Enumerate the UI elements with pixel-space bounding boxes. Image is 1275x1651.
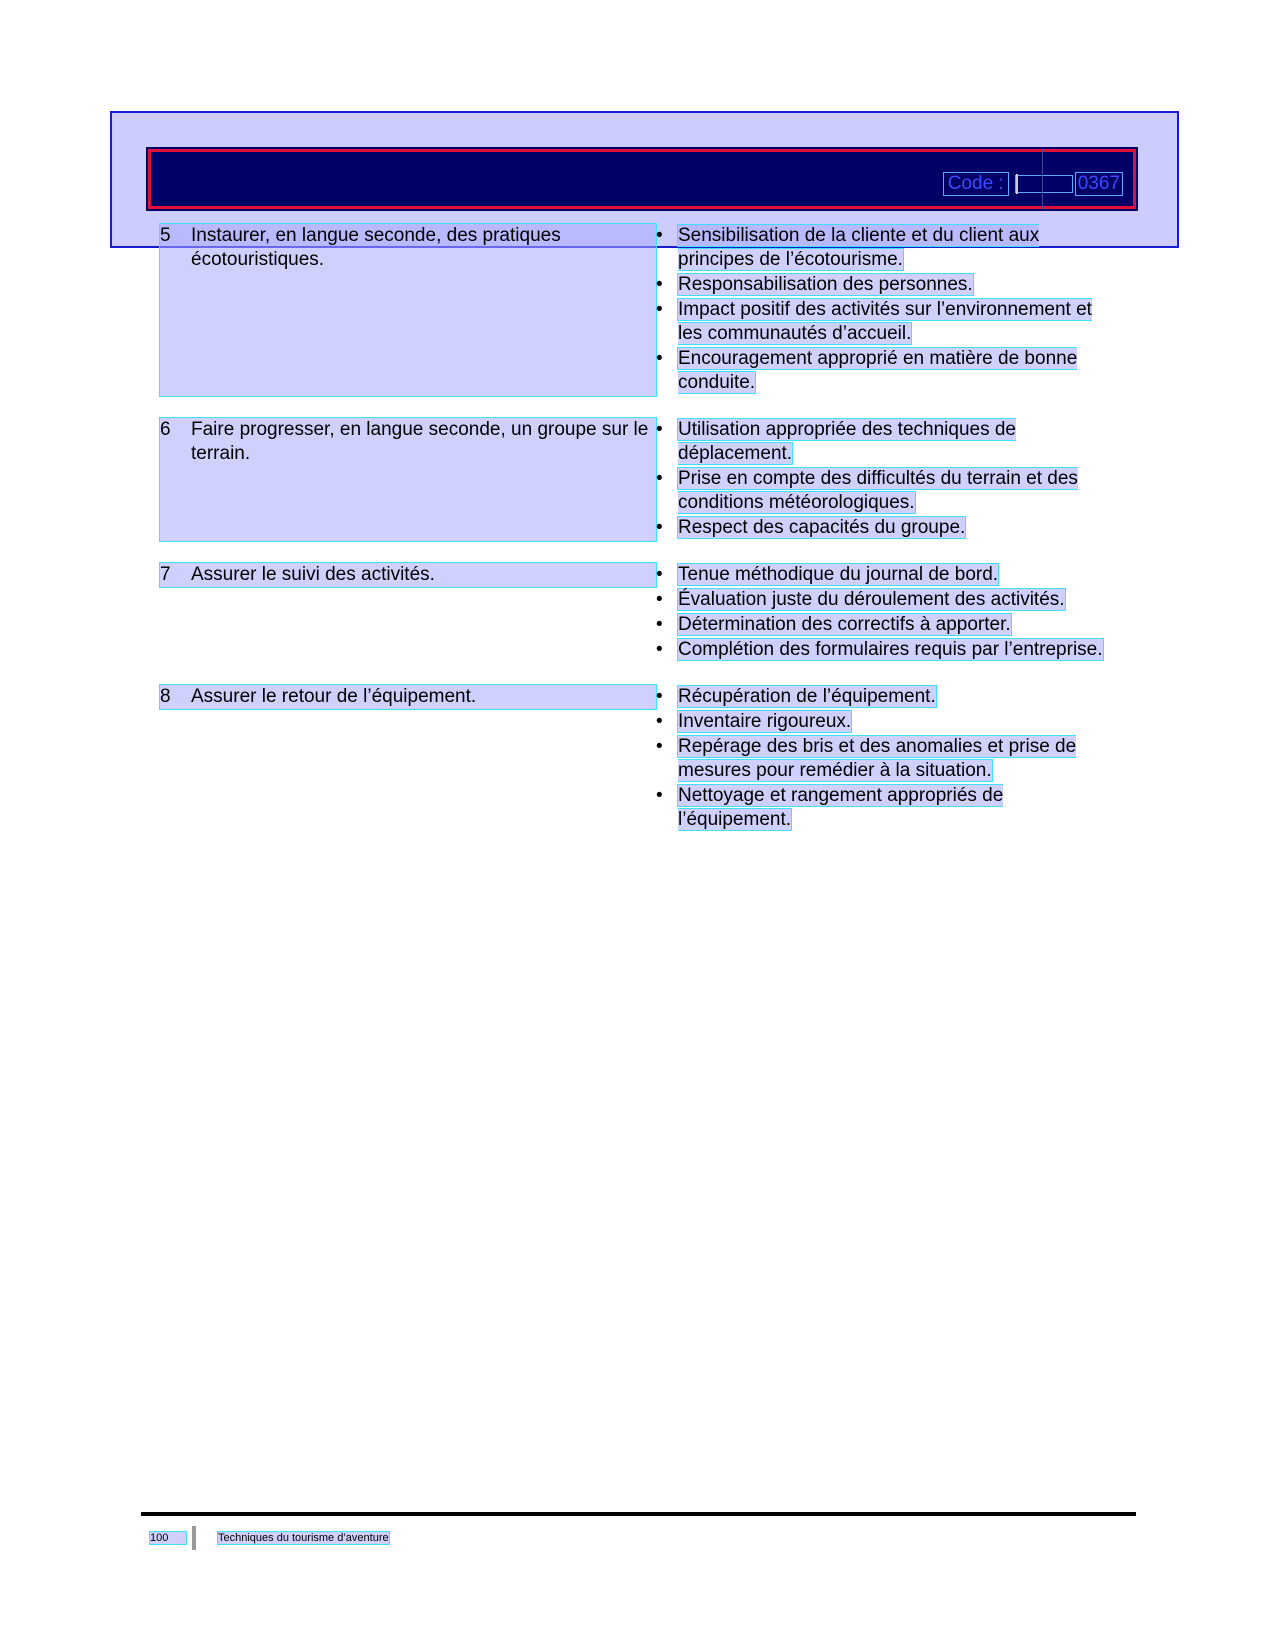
list-item xyxy=(656,613,1120,637)
criterion-text: Prise en compte des difficultés du terrain et des conditions météorologiques. xyxy=(678,468,1078,513)
table-row xyxy=(160,224,1120,396)
criterion-text: Impact positif des activités sur l’environnement et les communautés d’accueil. xyxy=(678,299,1092,344)
criterion-text: Complétion des formulaires requis par l’entreprise. xyxy=(678,639,1103,660)
criterion-text: Détermination des correctifs à apporter. xyxy=(678,614,1011,635)
footer-title: Techniques du tourisme d’aventure xyxy=(218,1532,389,1544)
code-value: 0367 xyxy=(1075,172,1123,196)
criterion-text: Tenue méthodique du journal de bord. xyxy=(678,564,999,585)
criteria-cell xyxy=(656,563,1120,663)
element-number: 5 xyxy=(160,225,171,246)
code-label: Code : xyxy=(943,172,1009,196)
table-row xyxy=(160,563,1120,663)
table-row xyxy=(160,685,1120,833)
list-item xyxy=(656,588,1120,612)
list-item xyxy=(656,516,1120,540)
list-item xyxy=(656,467,1120,515)
criteria-list xyxy=(656,418,1120,540)
element-text: Assurer le suivi des activités. xyxy=(191,564,435,585)
list-item xyxy=(656,685,1120,709)
element-cell xyxy=(160,563,656,587)
table-row xyxy=(160,418,1120,541)
criteria-list xyxy=(656,563,1120,662)
footer-rule xyxy=(141,1512,1136,1516)
list-item xyxy=(656,638,1120,662)
element-number: 8 xyxy=(160,686,171,707)
criterion-text: Utilisation appropriée des techniques de déplacement. xyxy=(678,419,1016,464)
element-text: Assurer le retour de l’équipement. xyxy=(191,686,477,707)
criteria-cell xyxy=(656,685,1120,833)
list-item xyxy=(656,298,1120,346)
list-item xyxy=(656,273,1120,297)
criterion-text: Repérage des bris et des anomalies et prise de mesures pour remédier à la situation. xyxy=(678,736,1077,781)
element-text: Instaurer, en langue seconde, des pratiques écotouristiques. xyxy=(191,225,561,270)
list-item xyxy=(656,418,1120,466)
criterion-text: Inventaire rigoureux. xyxy=(678,711,852,732)
criterion-text: Sensibilisation de la cliente et du client aux principes de l’écotourisme. xyxy=(678,225,1040,270)
element-number: 6 xyxy=(160,419,171,440)
criterion-text: Respect des capacités du groupe. xyxy=(678,517,966,538)
list-item xyxy=(656,563,1120,587)
criteria-list xyxy=(656,685,1120,832)
criterion-text: Responsabilisation des personnes. xyxy=(678,274,973,295)
element-text: Faire progresser, en langue seconde, un groupe sur le terrain. xyxy=(191,419,649,464)
criterion-text: Nettoyage et rangement appropriés de l’équipement. xyxy=(678,785,1004,830)
list-item xyxy=(656,224,1120,272)
code-separator xyxy=(1015,175,1073,193)
criterion-text: Évaluation juste du déroulement des activités. xyxy=(678,589,1065,610)
list-item xyxy=(656,735,1120,783)
criterion-text: Récupération de l’équipement. xyxy=(678,686,936,707)
criteria-cell xyxy=(656,418,1120,541)
competency-table xyxy=(160,224,1120,855)
element-cell xyxy=(160,685,656,709)
criterion-text: Encouragement approprié en matière de bonne conduite. xyxy=(678,348,1078,393)
element-number: 7 xyxy=(160,564,171,585)
header-bar xyxy=(148,149,1136,209)
list-item xyxy=(656,347,1120,395)
header-divider xyxy=(1042,149,1043,209)
page-footer xyxy=(150,1526,389,1550)
code-area xyxy=(943,172,1123,196)
element-cell xyxy=(160,418,656,541)
element-cell xyxy=(160,224,656,396)
criteria-list xyxy=(656,224,1120,395)
list-item xyxy=(656,710,1120,734)
page-number: 100 xyxy=(150,1532,186,1544)
footer-separator xyxy=(192,1526,196,1550)
list-item xyxy=(656,784,1120,832)
criteria-cell xyxy=(656,224,1120,396)
